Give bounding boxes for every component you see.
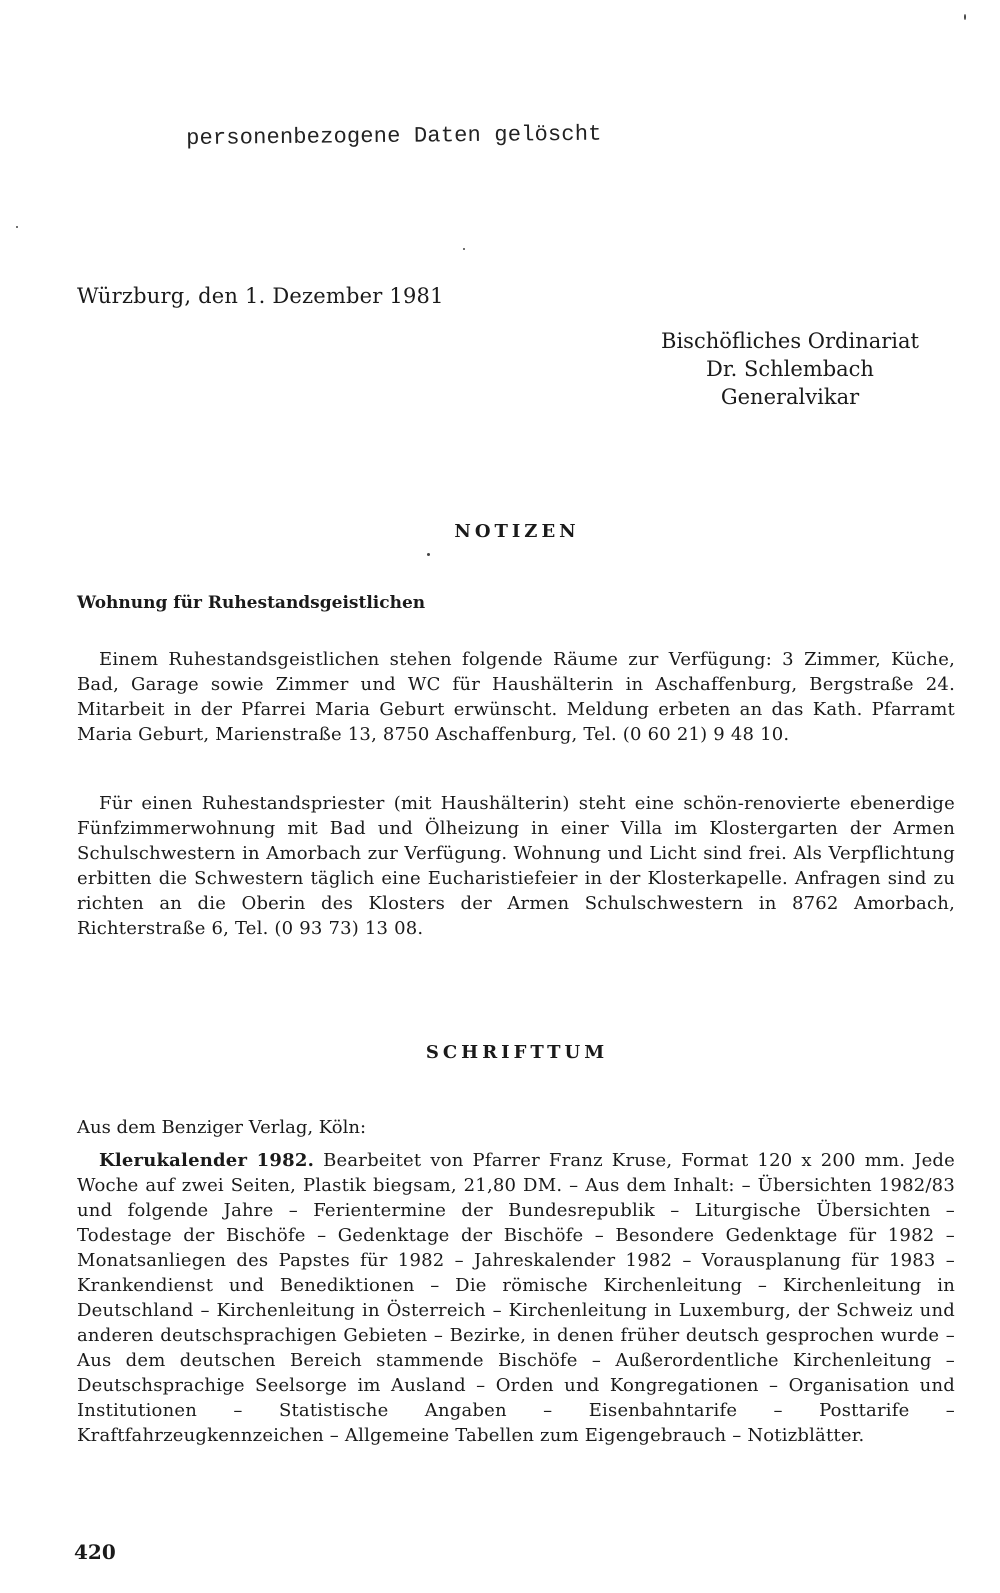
book-title: Klerukalender 1982.	[99, 1150, 315, 1171]
notizen-paragraph-2: Für einen Ruhestandspriester (mit Haushälterin) steht eine schön-renovierte ebenerdige Fünfzimmerwohnung mit Bad und Ölheizung in einer Villa im Klostergarten der Armen Schulschwestern in Amorbach zur Verfügung. Wohnung und Licht sind frei. Als Verpflichtung erbitten die Schwestern täglich eine Eucharistiefeier in der Klosterkapelle. Anfragen sind zu richten an die Oberin des Klosters der Armen Schulschwestern in 8762 Amorbach, Richterstraße 6, Tel. (0 93 73) 13 08.	[77, 793, 955, 939]
scan-speck	[463, 248, 465, 250]
signature-block	[640, 327, 940, 411]
notizen-paragraph-1: Einem Ruhestandsgeistlichen stehen folgende Räume zur Verfügung: 3 Zimmer, Küche, Bad, Garage sowie Zimmer und WC für Haushälterin in Aschaffenburg, Bergstraße 24. Mitarbeit in der Pfarrei Maria Geburt erwünscht. Meldung erbeten an das Kath. Pfarramt Maria Geburt, Marienstraße 13, 8750 Aschaffenburg, Tel. (0 60 21) 9 48 10.	[77, 649, 955, 745]
page-number: 420	[74, 1540, 116, 1564]
signature-line-name: Dr. Schlembach	[706, 357, 874, 381]
signature-line-office: Bischöfliches Ordinariat	[661, 329, 919, 353]
book-description: Bearbeitet von Pfarrer Franz Kruse, Format 120 x 200 mm. Jede Woche auf zwei Seiten, Plastik biegsam, 21,80 DM. – Aus dem Inhalt: – Übersichten 1982/83 und folgende Jahre – Ferientermine der Bundesrepublik – Liturgische Übersichten – Todestage der Bischöfe – Gedenktage der Bischöfe – Besondere Gedenktage für 1982 – Monatsanliegen des Papstes für 1982 – Jahreskalender 1982 – Vorausplanung für 1983 – Krankendienst und Benediktionen – Die römische Kirchenleitung – Kirchenleitung in Deutschland – Kirchenleitung in Österreich – Kirchenleitung in Luxemburg, der Schweiz und anderen deutschsprachigen Gebieten – Bezirke, in denen früher deutsch gesprochen wurde – Aus dem deutschen Bereich stammende Bischöfe – Außerordentliche Kirchenleitung – Deutschsprachige Seelsorge im Ausland – Orden und Kongregationen – Organisation und Institutionen – Statistische Angaben – Eisenbahntarife – Posttarife – Kraftfahrzeugkennzeichen – Allgemeine Tabellen zum Eigengebrauch – Notizblätter.	[77, 1150, 955, 1446]
notizen-subheading: Wohnung für Ruhestandsgeistlichen	[77, 593, 426, 613]
scan-speck	[427, 553, 430, 556]
scan-speck	[16, 226, 18, 228]
section-title-notizen: NOTIZEN	[454, 521, 580, 542]
publisher-line: Aus dem Benziger Verlag, Köln:	[77, 1117, 367, 1138]
place-date: Würzburg, den 1. Dezember 1981	[77, 284, 444, 308]
scan-speck	[964, 14, 966, 20]
book-entry	[77, 1148, 955, 1448]
section-title-schrifttum: SCHRIFTTUM	[425, 1042, 609, 1063]
redaction-stamp: personenbezogene Daten gelöscht	[186, 121, 602, 151]
signature-line-title: Generalvikar	[720, 385, 860, 409]
